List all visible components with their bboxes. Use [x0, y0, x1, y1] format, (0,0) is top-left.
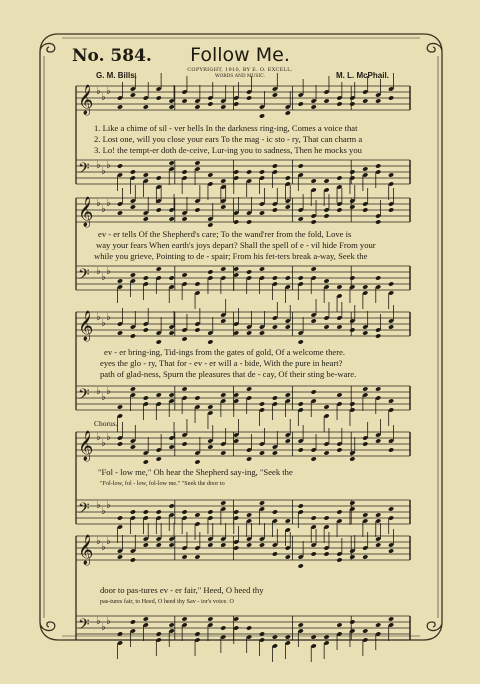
note-head — [285, 175, 291, 180]
note-head — [323, 278, 329, 283]
note-head — [311, 178, 317, 183]
note-head — [117, 441, 123, 446]
note-head — [259, 542, 265, 547]
note-head — [233, 616, 239, 621]
note-head — [336, 207, 342, 212]
note-head — [156, 456, 162, 461]
note-head — [117, 330, 123, 335]
note-head — [362, 512, 368, 517]
note-head — [375, 438, 381, 443]
note-head — [130, 204, 136, 209]
note-head — [298, 447, 304, 452]
note-head — [272, 324, 278, 329]
note-head — [194, 327, 200, 332]
note-head — [143, 509, 149, 514]
note-head — [285, 324, 291, 329]
note-head — [323, 98, 329, 103]
note-head — [362, 284, 368, 289]
flat-sign: ♭ — [96, 312, 101, 323]
flat-sign: ♭ — [96, 500, 101, 511]
flat-sign: ♭ — [96, 432, 101, 443]
chorus-line: door to pas-tures ev - er fair," Heed, O heed thy — [100, 585, 264, 595]
note-head — [130, 444, 136, 449]
note-head — [194, 281, 200, 286]
author-credit: G. M. Bills. — [96, 71, 137, 80]
treble-clef: 𝄞 — [78, 197, 94, 227]
note-head — [246, 386, 252, 391]
flat-sign: ♭ — [96, 616, 101, 627]
note-head — [143, 275, 149, 280]
note-head — [143, 327, 149, 332]
hymn-number: No. 584. — [72, 46, 152, 66]
note-head — [156, 266, 162, 271]
verse-line: 1. Like a chime of sil - ver bells In the darkness ring-ing, Comes a voice that — [94, 123, 358, 133]
note-head — [181, 169, 187, 174]
note-head — [130, 272, 136, 277]
note-head — [207, 404, 213, 409]
note-head — [117, 278, 123, 283]
note-head — [272, 551, 278, 556]
note-head — [388, 281, 394, 286]
note-head — [298, 275, 304, 280]
note-head — [336, 392, 342, 397]
note-head — [362, 441, 368, 446]
note-head — [233, 330, 239, 335]
note-head — [220, 178, 226, 183]
note-head — [349, 327, 355, 332]
flat-sign: ♭ — [106, 616, 111, 627]
note-head — [336, 101, 342, 106]
note-head — [362, 628, 368, 633]
note-head — [181, 216, 187, 221]
note-head — [194, 104, 200, 109]
flat-sign: ♭ — [106, 312, 111, 323]
note-head — [259, 330, 265, 335]
note-head — [194, 207, 200, 212]
note-head — [117, 210, 123, 215]
note-head — [285, 554, 291, 559]
note-head — [130, 386, 136, 391]
note-head — [259, 450, 265, 455]
note-head — [323, 213, 329, 218]
note-head — [233, 266, 239, 271]
note-head — [233, 219, 239, 224]
flat-sign: ♭ — [106, 198, 111, 209]
note-head — [336, 509, 342, 514]
note-head — [311, 266, 317, 271]
treble-clef: 𝄞 — [78, 311, 94, 341]
note-head — [207, 616, 213, 621]
note-head — [388, 616, 394, 621]
verse-line: path of glad-ness, Spurn the pleasures that de - cay, Of their sting be-ware. — [100, 369, 357, 379]
flat-sign: ♭ — [101, 438, 106, 449]
note-head — [336, 175, 342, 180]
note-head — [194, 160, 200, 165]
note-head — [349, 401, 355, 406]
note-head — [388, 95, 394, 100]
note-head — [156, 631, 162, 636]
note-head — [388, 207, 394, 212]
note-head — [220, 204, 226, 209]
note-head — [298, 163, 304, 168]
note-head — [207, 269, 213, 274]
note-head — [194, 512, 200, 517]
note-head — [117, 163, 123, 168]
chorus-label: Chorus. — [94, 419, 118, 428]
flat-sign: ♭ — [101, 166, 106, 177]
note-head — [336, 622, 342, 627]
note-head — [117, 404, 123, 409]
note-head — [181, 272, 187, 277]
note-head — [349, 275, 355, 280]
note-head — [362, 330, 368, 335]
note-head — [375, 275, 381, 280]
flat-sign: ♭ — [96, 198, 101, 209]
note-head — [220, 392, 226, 397]
note-head — [349, 204, 355, 209]
note-head — [311, 551, 317, 556]
note-head — [207, 339, 213, 344]
note-head — [323, 515, 329, 520]
note-head — [388, 172, 394, 177]
note-head — [207, 222, 213, 227]
note-head — [233, 169, 239, 174]
verse-line: 2. Lost one, will you close your ears To the mag - ic sto - ry, That can charm a — [94, 134, 363, 144]
flat-sign: ♭ — [101, 92, 106, 103]
note-head — [246, 169, 252, 174]
note-head — [207, 542, 213, 547]
note-head — [336, 324, 342, 329]
note-head — [169, 542, 175, 547]
note-head — [181, 336, 187, 341]
note-head — [156, 95, 162, 100]
flat-sign: ♭ — [101, 542, 106, 553]
note-head — [117, 515, 123, 520]
note-head — [349, 554, 355, 559]
flat-sign: ♭ — [96, 266, 101, 277]
note-head — [311, 456, 317, 461]
note-head — [272, 450, 278, 455]
note-head — [117, 104, 123, 109]
flat-sign: ♭ — [101, 272, 106, 283]
note-head — [194, 395, 200, 400]
note-head — [130, 619, 136, 624]
flat-sign: ♭ — [101, 392, 106, 403]
note-head — [311, 634, 317, 639]
words-and-music-note: WORDS AND MUSIC. — [214, 74, 266, 79]
note-head — [194, 459, 200, 464]
note-head — [311, 104, 317, 109]
note-head — [246, 625, 252, 630]
flat-sign: ♭ — [106, 500, 111, 511]
flat-sign: ♭ — [106, 386, 111, 397]
note-head — [181, 616, 187, 621]
flat-sign: ♭ — [101, 506, 106, 517]
note-head — [349, 101, 355, 106]
note-head — [259, 169, 265, 174]
note-head — [130, 169, 136, 174]
note-head — [169, 444, 175, 449]
note-head — [298, 216, 304, 221]
note-head — [323, 551, 329, 556]
note-head — [220, 318, 226, 323]
note-head — [259, 266, 265, 271]
note-head — [311, 515, 317, 520]
flat-sign: ♭ — [106, 536, 111, 547]
note-head — [336, 557, 342, 562]
note-head — [323, 450, 329, 455]
note-head — [298, 101, 304, 106]
note-head — [388, 548, 394, 553]
note-head — [233, 545, 239, 550]
note-head — [285, 275, 291, 280]
note-head — [169, 330, 175, 335]
note-head — [143, 542, 149, 547]
note-head — [362, 207, 368, 212]
note-head — [207, 172, 213, 177]
note-head — [143, 459, 149, 464]
note-head — [233, 101, 239, 106]
note-head — [311, 389, 317, 394]
flat-sign: ♭ — [101, 622, 106, 633]
note-head — [362, 98, 368, 103]
note-head — [388, 398, 394, 403]
note-head — [285, 204, 291, 209]
note-head — [375, 333, 381, 338]
bass-clef: 𝄢 — [78, 160, 90, 181]
flat-sign: ♭ — [106, 160, 111, 171]
note-head — [169, 216, 175, 221]
note-head — [272, 207, 278, 212]
note-head — [143, 172, 149, 177]
note-head — [272, 163, 278, 168]
note-head — [298, 563, 304, 568]
treble-clef: 𝄞 — [78, 85, 94, 115]
chorus-line-bass: pas-tures fair, to Heed, O heed thy Sav - ior's voice. O — [100, 598, 234, 605]
note-head — [169, 622, 175, 627]
note-head — [246, 512, 252, 517]
note-head — [130, 92, 136, 97]
note-head — [388, 324, 394, 329]
verse-line: ev - er bring-ing, Tid-ings from the gates of gold, Of a welcome there. — [104, 347, 346, 357]
note-head — [375, 622, 381, 627]
note-head — [143, 395, 149, 400]
note-head — [259, 401, 265, 406]
flat-sign: ♭ — [96, 86, 101, 97]
treble-clef: 𝄞 — [78, 431, 94, 461]
note-head — [246, 219, 252, 224]
flat-sign: ♭ — [106, 266, 111, 277]
note-head — [220, 450, 226, 455]
note-head — [349, 619, 355, 624]
treble-clef: 𝄞 — [78, 535, 94, 565]
note-head — [375, 219, 381, 224]
note-head — [311, 318, 317, 323]
note-head — [130, 509, 136, 514]
note-head — [272, 634, 278, 639]
note-head — [272, 509, 278, 514]
note-head — [220, 500, 226, 505]
note-head — [349, 169, 355, 174]
note-head — [323, 324, 329, 329]
note-head — [349, 500, 355, 505]
note-head — [220, 104, 226, 109]
note-head — [336, 284, 342, 289]
note-head — [323, 178, 329, 183]
note-head — [272, 395, 278, 400]
flat-sign: ♭ — [106, 86, 111, 97]
note-head — [375, 512, 381, 517]
note-head — [156, 339, 162, 344]
note-head — [169, 392, 175, 397]
note-head — [311, 219, 317, 224]
note-head — [259, 500, 265, 505]
note-head — [362, 386, 368, 391]
flat-sign: ♭ — [96, 386, 101, 397]
note-head — [169, 160, 175, 165]
verse-line: 3. Lo! the tempt-er doth de-ceive, Lur-ing you to sadness, Then he mocks you — [94, 145, 362, 155]
note-head — [233, 392, 239, 397]
flat-sign: ♭ — [101, 318, 106, 329]
verse-line: way your fears When earth's joys depart? Shall the spell of e - vil hide From your — [96, 240, 376, 250]
note-head — [194, 554, 200, 559]
note-head — [285, 392, 291, 397]
note-head — [143, 104, 149, 109]
bass-clef: 𝄢 — [78, 500, 90, 521]
copyright-notice: COPYRIGHT, 1910, BY E. O. EXCELL. — [187, 67, 293, 73]
note-head — [362, 554, 368, 559]
chorus-line: "Fol - low me," Oh hear the Shepherd say-ing, "Seek the — [98, 467, 293, 477]
bass-clef: 𝄢 — [78, 616, 90, 637]
note-head — [169, 275, 175, 280]
chorus-line-bass: "Fol-low, fol - low, fol-low me." "Seek the door to — [100, 480, 225, 487]
note-head — [143, 616, 149, 621]
note-head — [246, 456, 252, 461]
note-head — [156, 207, 162, 212]
note-head — [233, 438, 239, 443]
note-head — [233, 509, 239, 514]
note-head — [272, 275, 278, 280]
note-head — [143, 216, 149, 221]
note-head — [259, 113, 265, 118]
note-head — [207, 509, 213, 514]
note-head — [285, 518, 291, 523]
note-head — [207, 101, 213, 106]
note-head — [272, 92, 278, 97]
note-head — [349, 456, 355, 461]
bass-clef: 𝄢 — [78, 386, 90, 407]
note-head — [336, 447, 342, 452]
note-head — [388, 447, 394, 452]
note-head — [388, 506, 394, 511]
flat-sign: ♭ — [96, 160, 101, 171]
note-head — [375, 98, 381, 103]
note-head — [156, 509, 162, 514]
flat-sign: ♭ — [106, 432, 111, 443]
note-head — [220, 266, 226, 271]
hymn-title: Follow Me. — [190, 44, 290, 66]
note-head — [181, 441, 187, 446]
note-head — [285, 110, 291, 115]
verse-line: eyes the glo - ry, That for - ev - er will a - bide, With the pure in heart? — [100, 358, 343, 368]
verse-line: while you grieve, Pointing to de - spair; From his fet-ters break a-way, Seek the — [94, 251, 368, 261]
flat-sign: ♭ — [96, 536, 101, 547]
note-head — [156, 542, 162, 547]
bass-clef: 𝄢 — [78, 266, 90, 287]
note-head — [298, 622, 304, 627]
note-head — [375, 163, 381, 168]
note-head — [207, 444, 213, 449]
note-head — [298, 503, 304, 508]
note-head — [130, 557, 136, 562]
note-head — [117, 554, 123, 559]
note-head — [156, 392, 162, 397]
note-head — [181, 98, 187, 103]
note-head — [181, 554, 187, 559]
note-head — [220, 625, 226, 630]
note-head — [298, 401, 304, 406]
note-head — [323, 634, 329, 639]
flat-sign: ♭ — [101, 204, 106, 215]
note-head — [259, 210, 265, 215]
note-head — [117, 631, 123, 636]
note-head — [246, 542, 252, 547]
note-head — [246, 330, 252, 335]
note-head — [156, 175, 162, 180]
note-head — [169, 104, 175, 109]
note-head — [298, 339, 304, 344]
note-head — [181, 509, 187, 514]
note-head — [323, 404, 329, 409]
note-head — [285, 438, 291, 443]
note-head — [375, 386, 381, 391]
note-head — [130, 333, 136, 338]
note-head — [220, 542, 226, 547]
verse-line: ev - er tells Of the Shepherd's care; To the wand'rer from the fold, Love is — [98, 229, 352, 239]
note-head — [362, 166, 368, 171]
composer-credit: M. L. McPhail. — [336, 71, 389, 80]
note-head — [194, 631, 200, 636]
note-head — [285, 634, 291, 639]
note-head — [259, 631, 265, 636]
note-head — [246, 95, 252, 100]
note-head — [375, 542, 381, 547]
note-head — [169, 503, 175, 508]
note-head — [181, 386, 187, 391]
note-head — [246, 269, 252, 274]
